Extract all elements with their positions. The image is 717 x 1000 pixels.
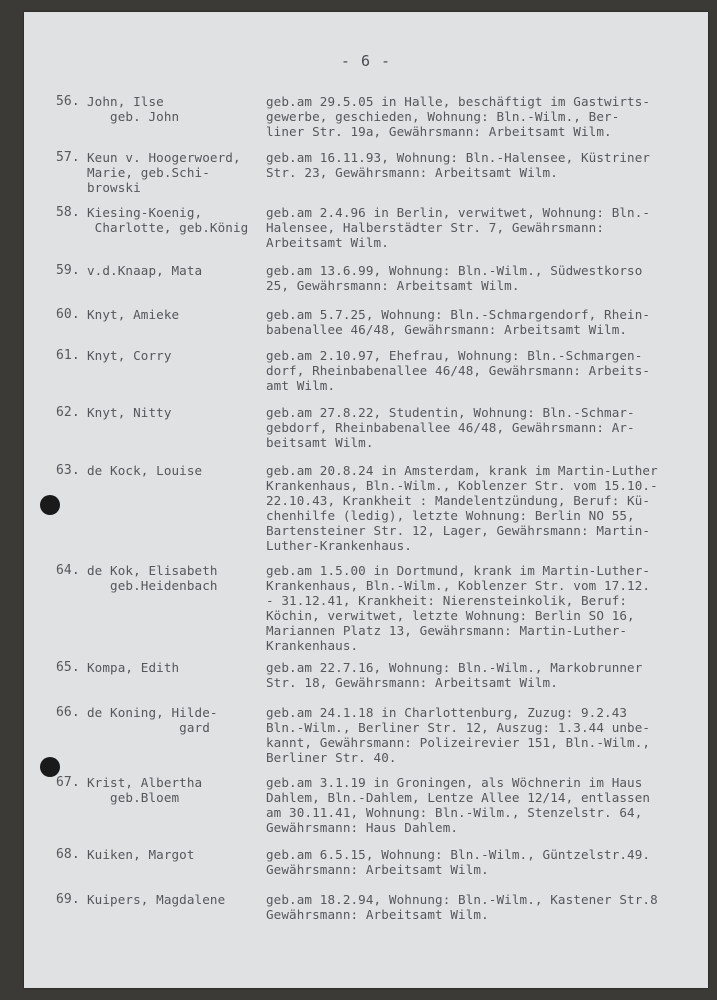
entry-name-line: Keun v. Hoogerwoerd, [87,150,241,165]
entry-name [87,205,265,235]
entry-name-line: Charlotte, geb.König [87,220,249,235]
entry-name-line: geb. John [87,109,180,124]
entry-description-line: geb.am 6.5.15, Wohnung: Bln.-Wilm., Güntzelstr.49. [266,847,651,862]
entry-name-line: gard [87,720,210,735]
punch-hole-top [40,495,60,515]
entry-name [87,94,265,124]
entry-description [266,263,706,293]
entry-description-line: geb.am 13.6.99, Wohnung: Bln.-Wilm., Südwestkorso [266,263,643,278]
entry-description-line: Str. 23, Gewährsmann: Arbeitsamt Wilm. [266,165,558,180]
entry-description [266,847,706,877]
entry-name-line: geb.Heidenbach [87,578,218,593]
entry-description-line: geb.am 2.4.96 in Berlin, verwitwet, Wohnung: Bln.- [266,205,651,220]
entry-description-line: amt Wilm. [266,378,336,393]
entry-name [87,307,265,322]
page-number: - 6 - [340,52,392,70]
entry-description [266,660,706,690]
entry-number: 60. [56,307,80,322]
entry-description-line: geb.am 24.1.18 in Charlottenburg, Zuzug: 9.2.43 [266,705,628,720]
entry-name [87,463,265,478]
entry-description [266,775,706,835]
entry-description-line: geb.am 2.10.97, Ehefrau, Wohnung: Bln.-Schmargen- [266,348,643,363]
entry-description-line: dorf, Rheinbabenallee 46/48, Gewährsmann: Arbeits- [266,363,651,378]
entry-name-line: Marie, geb.Schi- [87,165,210,180]
entry-description-line: Halensee, Halberstädter Str. 7, Gewährsmann: [266,220,605,235]
entry-name-line: Kuiken, Margot [87,847,195,862]
entry-description-line: Krankenhaus, Bln.-Wilm., Koblenzer Str. vom 15.10.- [266,478,658,493]
entry-name-line: de Kok, Elisabeth [87,563,218,578]
entry-number: 58. [56,205,80,220]
entry-name-line: Knyt, Amieke [87,307,180,322]
entry-description [266,463,706,553]
entry-name [87,405,265,420]
entry-description-line: Mariannen Platz 13, Gewährsmann: Martin-Luther- [266,623,628,638]
entry-name [87,775,265,805]
entry-description-line: Krankenhaus, Bln.-Wilm., Koblenzer Str. vom 17.12. [266,578,651,593]
entry-description [266,705,706,765]
entry-description-line: chenhilfe (ledig), letzte Wohnung: Berlin NO 55, [266,508,635,523]
entry-name-line: v.d.Knaap, Mata [87,263,203,278]
entry-name-line: Knyt, Corry [87,348,172,363]
entry-description-line: am 30.11.41, Wohnung: Bln.-Wilm., Stenzelstr. 64, [266,805,643,820]
entry-description-line: geb.am 1.5.00 in Dortmund, krank im Martin-Luther- [266,563,651,578]
entry-name-line: de Kock, Louise [87,463,203,478]
entry-description-line: Gewährsmann: Arbeitsamt Wilm. [266,907,489,922]
entry-description-line: Gewährsmann: Haus Dahlem. [266,820,459,835]
entry-description-line: 22.10.43, Krankheit : Mandelentzündung, Beruf: Kü- [266,493,651,508]
entry-number: 65. [56,660,80,675]
entry-name-line: de Koning, Hilde- [87,705,218,720]
entry-description-line: gewerbe, geschieden, Wohnung: Bln.-Wilm., Ber- [266,109,620,124]
entry-description [266,405,706,450]
entry-description-line: 25, Gewährsmann: Arbeitsamt Wilm. [266,278,520,293]
entry-description-line: geb.am 16.11.93, Wohnung: Bln.-Halensee, Küstriner [266,150,651,165]
entry-description-line: Köchin, verwitwet, letzte Wohnung: Berlin SO 16, [266,608,635,623]
entry-number: 67. [56,775,80,790]
entry-description [266,205,706,250]
entry-name-line: browski [87,180,141,195]
entry-name-line: John, Ilse [87,94,164,109]
entry-description [266,892,706,922]
entry-name-line: geb.Bloem [87,790,180,805]
entry-number: 63. [56,463,80,478]
entry-number: 64. [56,563,80,578]
entry-description-line: Luther-Krankenhaus. [266,538,412,553]
entry-name-line: Kiesing-Koenig, [87,205,203,220]
entry-description-line: Krankenhaus. [266,638,359,653]
entry-name-line: Kompa, Edith [87,660,180,675]
entry-description-line: geb.am 3.1.19 in Groningen, als Wöchnerin im Haus [266,775,643,790]
entry-description [266,348,706,393]
entry-description [266,150,706,180]
entry-name [87,892,265,907]
entry-name [87,150,265,195]
punch-hole-bottom [40,757,60,777]
entry-description-line: kannt, Gewährsmann: Polizeirevier 151, Bln.-Wilm., [266,735,651,750]
entry-name [87,263,265,278]
entry-number: 69. [56,892,80,907]
entry-number: 66. [56,705,80,720]
entry-number: 62. [56,405,80,420]
entry-number: 56. [56,94,80,109]
entry-description-line: Bln.-Wilm., Berliner Str. 12, Auszug: 1.3.44 unbe- [266,720,651,735]
entry-name-line: Kuipers, Magdalene [87,892,226,907]
entry-description-line: liner Str. 19a, Gewährsmann: Arbeitsamt Wilm. [266,124,612,139]
entry-name [87,705,265,735]
entry-name-line: Krist, Albertha [87,775,203,790]
entry-description-line: - 31.12.41, Krankheit: Nierensteinkolik, Beruf: [266,593,628,608]
entry-number: 57. [56,150,80,165]
entry-description-line: Bartensteiner Str. 12, Lager, Gewährsmann: Martin- [266,523,651,538]
entry-name-line: Knyt, Nitty [87,405,172,420]
entry-name [87,563,265,593]
entry-name [87,348,265,363]
document-page [24,12,708,988]
entry-description-line: geb.am 27.8.22, Studentin, Wohnung: Bln.-Schmar- [266,405,635,420]
entry-description-line: babenallee 46/48, Gewährsmann: Arbeitsamt Wilm. [266,322,628,337]
entry-description-line: gebdorf, Rheinbabenallee 46/48, Gewährsmann: Ar- [266,420,635,435]
entry-description [266,94,706,139]
entry-description-line: Str. 18, Gewährsmann: Arbeitsamt Wilm. [266,675,558,690]
entry-number: 68. [56,847,80,862]
entry-description-line: geb.am 5.7.25, Wohnung: Bln.-Schmargendorf, Rhein- [266,307,651,322]
entry-description-line: beitsamt Wilm. [266,435,374,450]
entry-description-line: geb.am 18.2.94, Wohnung: Bln.-Wilm., Kastener Str.8 [266,892,658,907]
entry-description-line: Arbeitsamt Wilm. [266,235,389,250]
entry-description-line: Dahlem, Bln.-Dahlem, Lentze Allee 12/14, entlassen [266,790,651,805]
entry-description [266,563,706,653]
entry-description-line: geb.am 29.5.05 in Halle, beschäftigt im Gastwirts- [266,94,651,109]
entry-description-line: Gewährsmann: Arbeitsamt Wilm. [266,862,489,877]
entry-number: 61. [56,348,80,363]
entry-name [87,847,265,862]
entry-description [266,307,706,337]
entry-description-line: geb.am 20.8.24 in Amsterdam, krank im Martin-Luther [266,463,658,478]
entry-description-line: geb.am 22.7.16, Wohnung: Bln.-Wilm., Markobrunner [266,660,643,675]
entry-name [87,660,265,675]
entry-description-line: Berliner Str. 40. [266,750,397,765]
entry-number: 59. [56,263,80,278]
